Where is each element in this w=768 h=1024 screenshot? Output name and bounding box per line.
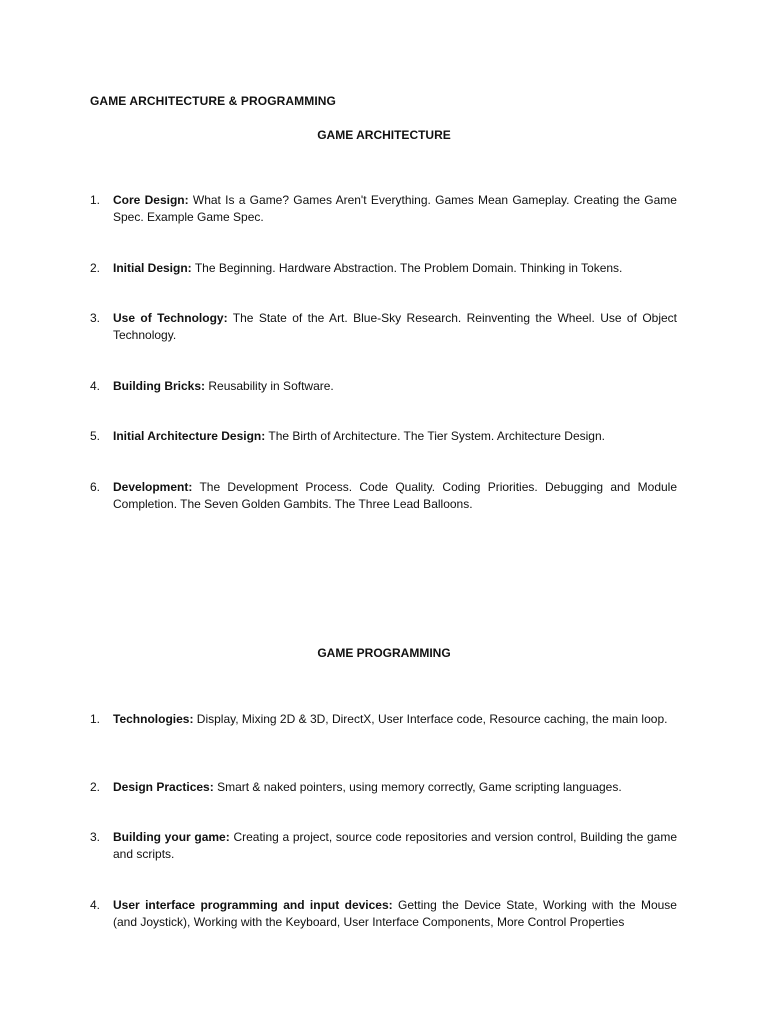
list-item-term: Core Design: (113, 193, 189, 207)
list-item-term: Technologies: (113, 712, 194, 726)
list-item-term: Initial Design: (113, 261, 192, 275)
list-number: 3. (90, 830, 101, 844)
list-item-term: User interface programming and input devices: (113, 898, 393, 912)
list-item (90, 428, 677, 445)
list-item-body (113, 378, 677, 395)
list-item-body (113, 829, 677, 863)
list-item-body (113, 192, 677, 226)
list-item-body (113, 310, 677, 344)
list-number: 5. (90, 429, 101, 443)
list-item-text: The Beginning. Hardware Abstraction. The Problem Domain. Thinking in Tokens. (194, 261, 623, 275)
list-number: 4. (90, 379, 101, 393)
list-item-text: Getting the Device State, Working with the Mouse (and Joystick), Working with the Keyboard, User Interface Components, More Control Properties (113, 898, 677, 929)
list-number: 1. (90, 193, 101, 207)
list-item-text: The Birth of Architecture. The Tier System. Architecture Design. (268, 429, 605, 443)
list-item-text: The State of the Art. Blue-Sky Research. Reinventing the Wheel. Use of Object Technology. (113, 311, 678, 342)
list-item (90, 897, 677, 931)
list-item-text: Reusability in Software. (208, 379, 334, 393)
list-item-text: What Is a Game? Games Aren't Everything. Games Mean Gameplay. Creating the Game Spec. Example Game Spec. (113, 193, 677, 224)
list-item-term: Building Bricks: (113, 379, 206, 393)
section-heading-game-programming: GAME PROGRAMMING (317, 646, 451, 660)
list-item-term: Design Practices: (113, 780, 214, 794)
list-item (90, 192, 677, 226)
section-heading-game-architecture: GAME ARCHITECTURE (317, 128, 451, 142)
list-item-text: Smart & naked pointers, using memory correctly, Game scripting languages. (217, 780, 622, 794)
list-item-body (113, 897, 677, 931)
list-number: 2. (90, 261, 101, 275)
list-item-term: Development: (113, 480, 193, 494)
list-item-text: The Development Process. Code Quality. Coding Priorities. Debugging and Module Completion. The Seven Golden Gambits. The Three Lead Balloons. (113, 480, 678, 511)
list-number: 3. (90, 311, 101, 325)
document-title: GAME ARCHITECTURE & PROGRAMMING (90, 94, 336, 108)
list-item (90, 310, 677, 344)
list-item-body (113, 711, 677, 728)
list-item (90, 829, 677, 863)
list-item-text: Creating a project, source code repositories and version control, Building the game and scripts. (113, 830, 677, 861)
list-number: 2. (90, 780, 101, 794)
list-item-body (113, 260, 677, 277)
list-item (90, 260, 677, 277)
list-item-term: Building your game: (113, 830, 230, 844)
list-item (90, 711, 677, 728)
list-item-term: Use of Technology: (113, 311, 228, 325)
list-item-text: Display, Mixing 2D & 3D, DirectX, User Interface code, Resource caching, the main loop. (196, 712, 668, 726)
list-item (90, 479, 677, 513)
list-item-body (113, 779, 677, 796)
list-item (90, 779, 677, 796)
list-item (90, 378, 677, 395)
list-number: 1. (90, 712, 101, 726)
list-item-body (113, 479, 677, 513)
list-number: 6. (90, 480, 101, 494)
list-number: 4. (90, 898, 101, 912)
list-item-term: Initial Architecture Design: (113, 429, 266, 443)
list-item-body (113, 428, 677, 445)
